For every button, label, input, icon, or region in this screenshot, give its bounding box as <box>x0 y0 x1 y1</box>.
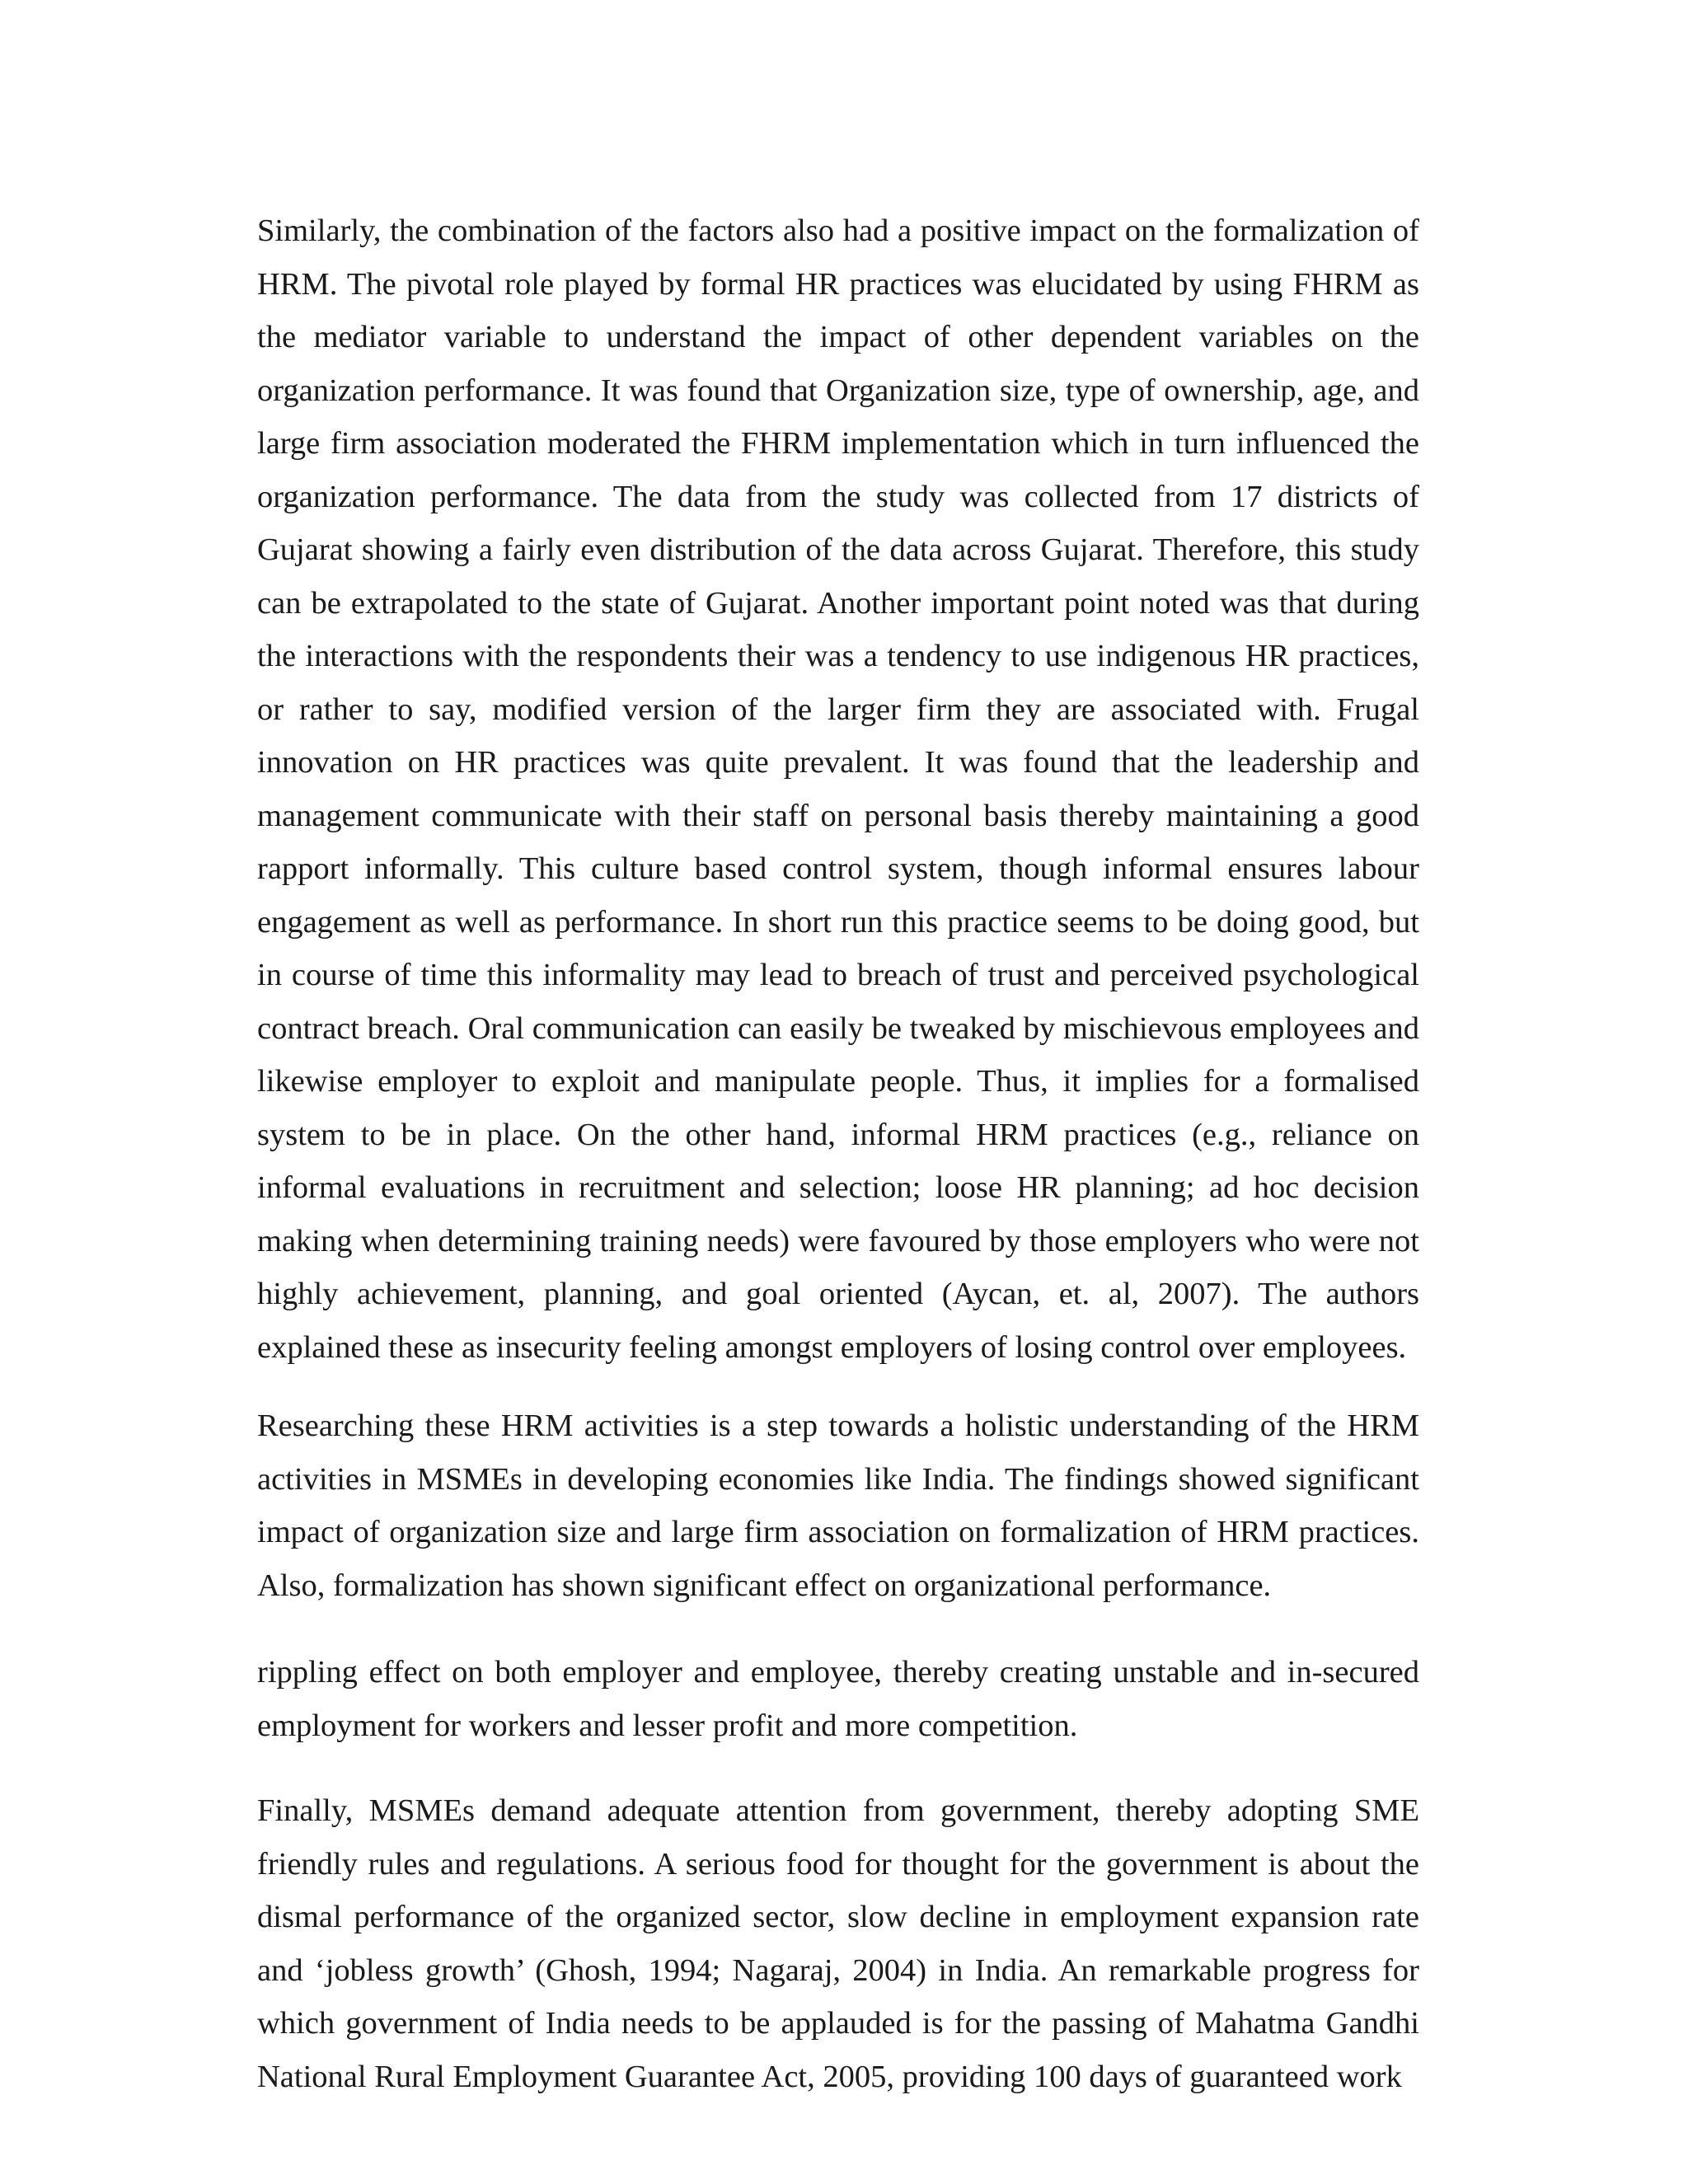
paragraph-government-msmes: Finally, MSMEs demand adequate attention from government, thereby adopting SME friendly rules and regulations. A serious food for thought for the government is about the dismal performance of the organized sector, slow decline in employment expansion rate and ‘jobless growth’ (Ghosh, 1994; Nagaraj, 2004) in India. An remarkable progress for which government of India needs to be applauded is for the passing of Mahatma Gandhi National Rural Employment Guarantee Act, 2005, providing 100 days of guaranteed work <box>257 1793 1419 2094</box>
paragraph-hrm-formalization: Similarly, the combination of the factors also had a positive impact on the formalization of HRM. The pivotal role played by formal HR practices was elucidated by using FHRM as the mediator variable to understand the impact of other dependent variables on the organization performance. It was found that Organization size, type of ownership, age, and large firm association moderated the FHRM implementation which in turn influenced the organization performance. The data from the study was collected from 17 districts of Gujarat showing a fairly even distribution of the data across Gujarat. Therefore, this study can be extrapolated to the state of Gujarat. Another important point noted was that during the interactions with the respondents their was a tendency to use indigenous HR practices, or rather to say, modified version of the larger firm they are associated with. Frugal innovation on HR practices was quite prevalent. It was found that the leadership and management communicate with their staff on personal basis thereby maintaining a good rapport informally. This culture based control system, though informal ensures labour engagement as well as performance. In short run this practice seems to be doing good, but in course of time this informality may lead to breach of trust and perceived psychological contract breach. Oral communication can easily be tweaked by mischievous employees and likewise employer to exploit and manipulate people. Thus, it implies for a formalised system to be in place. On the other hand, informal HRM practices (e.g., reliance on informal evaluations in recruitment and selection; loose HR planning; ad hoc decision making when determining training needs) were favoured by those employers who were not highly achievement, planning, and goal oriented (Aycan, et. al, 2007). The authors explained these as insecurity feeling amongst employers of losing control over employees. <box>257 213 1419 1365</box>
paragraph-rippling-effect: rippling effect on both employer and employee, thereby creating unstable and in-secured employment for workers and lesser profit and more competition. <box>257 1655 1419 1743</box>
paragraph-researching-hrm: Researching these HRM activities is a step towards a holistic understanding of the HRM activities in MSMEs in developing economies like India. The findings showed significant impact of organization size and large firm association on formalization of HRM practices. Also, formalization has shown significant effect on organizational performance. <box>257 1408 1419 1603</box>
